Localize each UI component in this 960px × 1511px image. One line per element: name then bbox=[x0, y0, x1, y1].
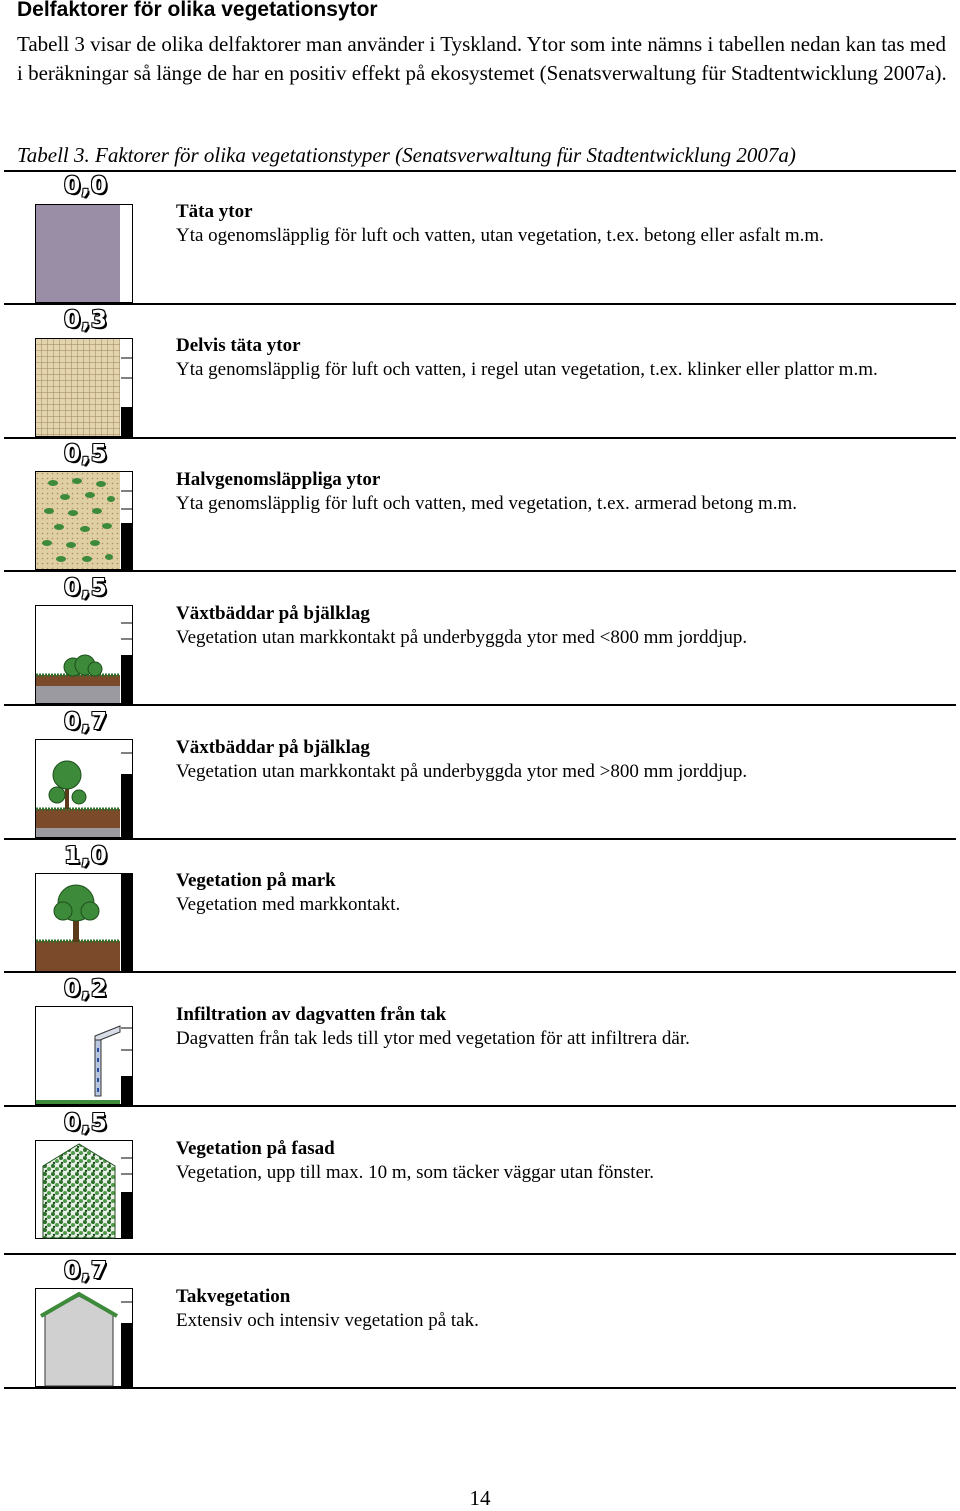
tree-on-ground-icon bbox=[35, 873, 133, 972]
table-caption: Tabell 3. Faktorer för olika vegetationstyper (Senatsverwaltung für Stadtentwicklung 2007a) bbox=[17, 143, 796, 167]
table-rule bbox=[4, 838, 956, 840]
table-rule bbox=[4, 303, 956, 305]
table-rule bbox=[4, 971, 956, 973]
row-description: Yta genomsläpplig för luft och vatten, i regel utan vegetation, t.ex. klinker eller plattor m.m. bbox=[176, 359, 878, 380]
factor-value: 0,5 bbox=[64, 441, 108, 467]
factor-value: 0,5 bbox=[64, 1110, 108, 1136]
row-description: Vegetation med markkontakt. bbox=[176, 894, 401, 915]
green-facade-icon bbox=[35, 1140, 133, 1239]
page-number: 14 bbox=[469, 1486, 491, 1510]
row-description: Yta ogenomsläpplig för luft och vatten, utan vegetation, t.ex. betong eller asfalt m.m. bbox=[176, 225, 824, 246]
row-title: Vegetation på mark bbox=[176, 870, 336, 891]
row-description: Yta genomsläpplig för luft och vatten, med vegetation, t.ex. armerad betong m.m. bbox=[176, 493, 798, 514]
row-title: Delvis täta ytor bbox=[176, 335, 301, 356]
row-description: Extensiv och intensiv vegetation på tak. bbox=[176, 1310, 479, 1331]
paving-tiles-icon bbox=[35, 338, 133, 437]
factor-value: 0,3 bbox=[64, 307, 108, 333]
table-rule bbox=[4, 437, 956, 439]
row-title: Växtbäddar på bjälklag bbox=[176, 737, 370, 758]
row-title: Halvgenomsläppliga ytor bbox=[176, 469, 381, 490]
table-rule bbox=[4, 1253, 956, 1255]
row-title: Växtbäddar på bjälklag bbox=[176, 603, 370, 624]
sealed-surface-icon bbox=[35, 204, 133, 303]
roof-drainpipe-icon bbox=[35, 1006, 133, 1105]
section-heading: Delfaktorer för olika vegetationsytor bbox=[17, 0, 378, 21]
row-description: Vegetation utan markkontakt på underbyggda ytor med <800 mm jorddjup. bbox=[176, 627, 748, 648]
intro-paragraph: Tabell 3 visar de olika delfaktorer man använder i Tyskland. Ytor som inte nämns i tabellen nedan kan tas med i beräkningar så länge de har en positiv effekt på ekosystemet (Senatsverwaltung für Stadtentwicklung 2007a). bbox=[17, 32, 947, 85]
row-title: Takvegetation bbox=[176, 1286, 291, 1307]
factor-value: 0,5 bbox=[64, 575, 108, 601]
factor-value: 0,7 bbox=[64, 709, 108, 735]
table-rule bbox=[4, 1387, 956, 1389]
green-roof-icon bbox=[35, 1288, 133, 1387]
deep-planting-bed-icon bbox=[35, 739, 133, 838]
shallow-planting-bed-icon bbox=[35, 605, 133, 704]
table-rule bbox=[4, 170, 956, 172]
factor-value: 0,0 bbox=[64, 173, 108, 199]
row-description: Vegetation, upp till max. 10 m, som täcker väggar utan fönster. bbox=[176, 1162, 655, 1183]
row-title: Infiltration av dagvatten från tak bbox=[176, 1004, 447, 1025]
table-rule bbox=[4, 1105, 956, 1107]
factor-value: 0,7 bbox=[64, 1258, 108, 1284]
row-title: Vegetation på fasad bbox=[176, 1138, 335, 1159]
table-rule bbox=[4, 570, 956, 572]
factor-value: 0,2 bbox=[64, 976, 108, 1002]
row-description: Vegetation utan markkontakt på underbyggda ytor med >800 mm jorddjup. bbox=[176, 761, 748, 782]
factor-value: 1,0 bbox=[64, 843, 108, 869]
row-description: Dagvatten från tak leds till ytor med vegetation för att infiltrera där. bbox=[176, 1028, 690, 1049]
table-rule bbox=[4, 704, 956, 706]
grass-pavers-icon bbox=[35, 471, 133, 570]
row-title: Täta ytor bbox=[176, 201, 253, 222]
